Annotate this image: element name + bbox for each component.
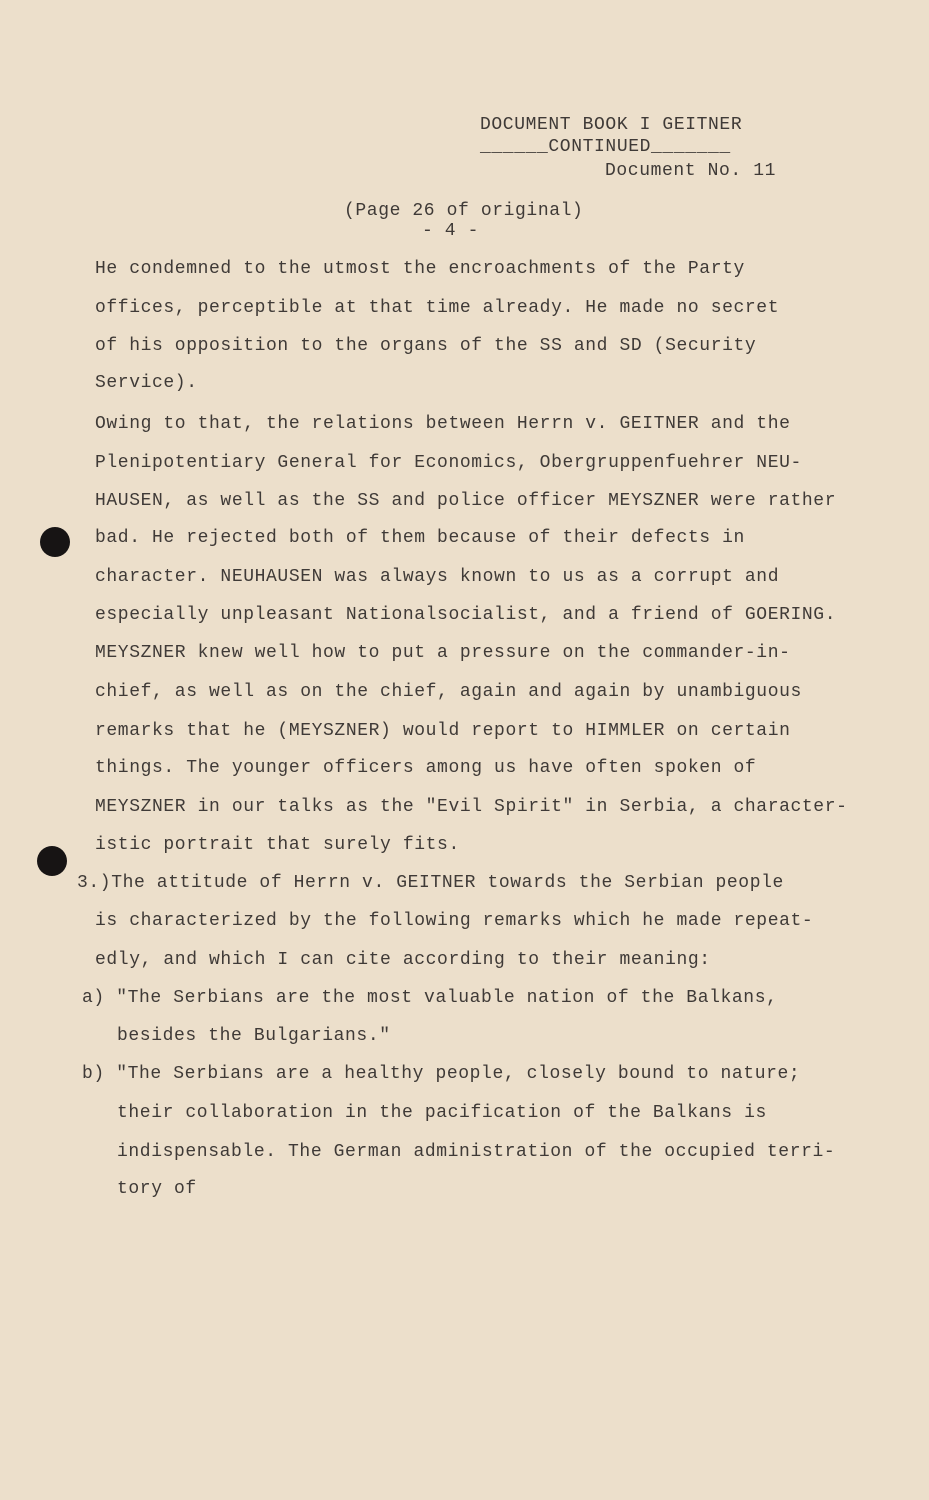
document-number: Document No. 11: [605, 161, 777, 181]
body-line: bad. He rejected both of them because of their defects in: [95, 528, 745, 548]
list-item-a-continuation: besides the Bulgarians.": [117, 1026, 391, 1046]
punch-hole-bottom: [37, 846, 67, 876]
list-item-b-continuation: indispensable. The German administration of the occupied terri-: [117, 1142, 836, 1162]
body-line: is characterized by the following remarks which he made repeat-: [95, 911, 814, 931]
body-line: MEYSZNER in our talks as the "Evil Spirit" in Serbia, a character-: [95, 797, 848, 817]
body-line: offices, perceptible at that time already. He made no secret: [95, 298, 780, 318]
body-line: HAUSEN, as well as the SS and police officer MEYSZNER were rather: [95, 491, 837, 511]
list-item-b: b) "The Serbians are a healthy people, closely bound to nature;: [82, 1064, 801, 1084]
list-item-b-continuation: tory of: [117, 1179, 197, 1199]
list-item-b-continuation: their collaboration in the pacification of the Balkans is: [117, 1103, 767, 1123]
body-line: especially unpleasant Nationalsocialist, and a friend of GOERING.: [95, 605, 837, 625]
page-reference: (Page 26 of original): [344, 201, 584, 221]
list-item-a: a) "The Serbians are the most valuable nation of the Balkans,: [82, 988, 778, 1008]
body-line: Plenipotentiary General for Economics, Obergruppenfuehrer NEU-: [95, 453, 802, 473]
body-line: chief, as well as on the chief, again and again by unambiguous: [95, 682, 802, 702]
body-line: of his opposition to the organs of the SS and SD (Security: [95, 336, 757, 356]
body-line: istic portrait that surely fits.: [95, 835, 460, 855]
body-line: edly, and which I can cite according to their meaning:: [95, 950, 711, 970]
body-line: He condemned to the utmost the encroachments of the Party: [95, 259, 745, 279]
page-number: - 4 -: [422, 221, 480, 241]
section-item-3: 3.)The attitude of Herrn v. GEITNER towards the Serbian people: [77, 873, 784, 893]
body-line: remarks that he (MEYSZNER) would report to HIMMLER on certain: [95, 721, 791, 741]
body-line: character. NEUHAUSEN was always known to us as a corrupt and: [95, 567, 780, 587]
document-book-title: DOCUMENT BOOK I GEITNER: [480, 115, 743, 135]
continued-marker: ______CONTINUED_______: [480, 137, 731, 157]
body-line: things. The younger officers among us have often spoken of: [95, 758, 757, 778]
body-line: Owing to that, the relations between Herrn v. GEITNER and the: [95, 414, 791, 434]
body-line: Service).: [95, 373, 198, 393]
body-line: MEYSZNER knew well how to put a pressure on the commander-in-: [95, 643, 791, 663]
punch-hole-top: [40, 527, 70, 557]
